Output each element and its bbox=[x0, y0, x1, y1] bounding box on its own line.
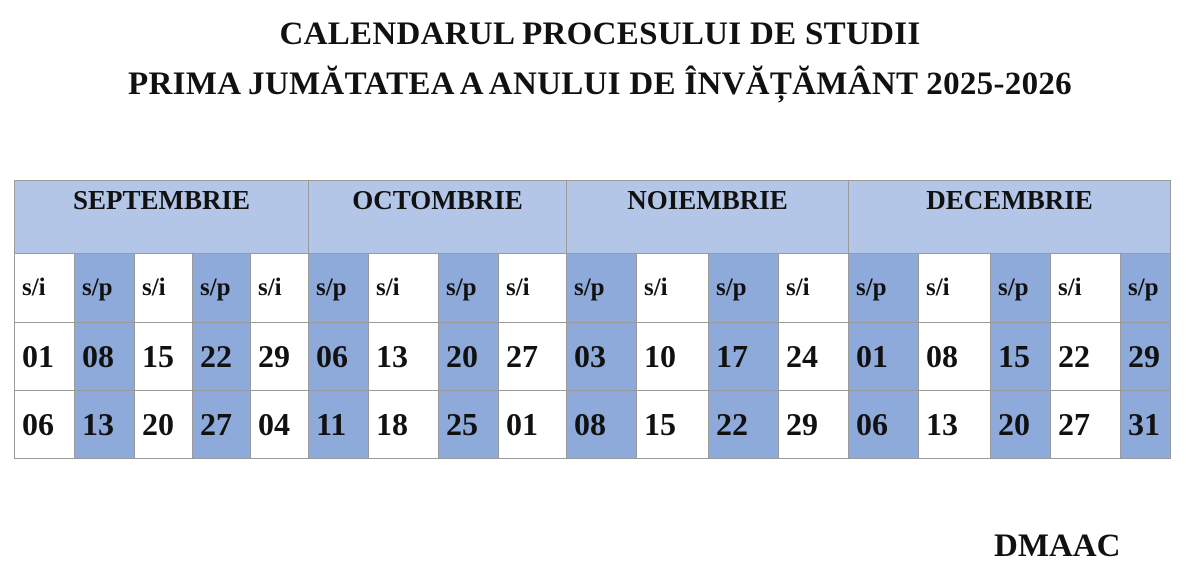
week-end-day: 13 bbox=[919, 391, 991, 459]
week-end-day: 31 bbox=[1121, 391, 1171, 459]
week-end-day: 11 bbox=[309, 391, 369, 459]
week-type-cell: s/p bbox=[439, 254, 499, 323]
calendar-title: CALENDARUL PROCESULUI DE STUDII bbox=[279, 16, 921, 52]
week-type-cell: s/i bbox=[779, 254, 849, 323]
week-end-day: 04 bbox=[251, 391, 309, 459]
week-type-row bbox=[15, 254, 1171, 323]
month-header: DECEMBRIE bbox=[849, 181, 1171, 254]
week-end-day: 06 bbox=[849, 391, 919, 459]
week-start-day: 20 bbox=[439, 323, 499, 391]
week-type-cell: s/p bbox=[1121, 254, 1171, 323]
week-start-day: 06 bbox=[309, 323, 369, 391]
week-start-day: 10 bbox=[637, 323, 709, 391]
week-end-day: 29 bbox=[779, 391, 849, 459]
week-start-day: 27 bbox=[499, 323, 567, 391]
week-type-cell: s/i bbox=[637, 254, 709, 323]
week-end-day: 20 bbox=[135, 391, 193, 459]
month-header: OCTOMBRIE bbox=[309, 181, 567, 254]
week-end-day: 08 bbox=[567, 391, 637, 459]
month-header: SEPTEMBRIE bbox=[15, 181, 309, 254]
week-start-day: 22 bbox=[193, 323, 251, 391]
week-start-day: 29 bbox=[251, 323, 309, 391]
week-end-day: 13 bbox=[75, 391, 135, 459]
week-type-cell: s/p bbox=[75, 254, 135, 323]
week-type-cell: s/p bbox=[991, 254, 1051, 323]
week-end-day: 27 bbox=[1051, 391, 1121, 459]
week-type-cell: s/i bbox=[1051, 254, 1121, 323]
week-type-cell: s/p bbox=[309, 254, 369, 323]
week-start-day: 29 bbox=[1121, 323, 1171, 391]
week-type-cell: s/p bbox=[849, 254, 919, 323]
week-start-day: 22 bbox=[1051, 323, 1121, 391]
study-calendar-table bbox=[14, 180, 1171, 459]
week-type-cell: s/i bbox=[369, 254, 439, 323]
week-start-day: 24 bbox=[779, 323, 849, 391]
week-type-cell: s/p bbox=[709, 254, 779, 323]
week-type-cell: s/p bbox=[193, 254, 251, 323]
week-start-day: 01 bbox=[849, 323, 919, 391]
week-start-day: 03 bbox=[567, 323, 637, 391]
week-end-row bbox=[15, 391, 1171, 459]
week-type-cell: s/i bbox=[919, 254, 991, 323]
week-end-day: 20 bbox=[991, 391, 1051, 459]
month-header-row bbox=[15, 181, 1171, 254]
week-start-day: 17 bbox=[709, 323, 779, 391]
week-end-day: 18 bbox=[369, 391, 439, 459]
week-type-cell: s/p bbox=[567, 254, 637, 323]
week-start-day: 15 bbox=[991, 323, 1051, 391]
week-type-cell: s/i bbox=[251, 254, 309, 323]
week-start-day: 15 bbox=[135, 323, 193, 391]
department-label: DMAAC bbox=[994, 528, 1121, 564]
week-start-day: 08 bbox=[75, 323, 135, 391]
week-start-row bbox=[15, 323, 1171, 391]
week-type-cell: s/i bbox=[135, 254, 193, 323]
week-end-day: 01 bbox=[499, 391, 567, 459]
week-end-day: 06 bbox=[15, 391, 75, 459]
week-end-day: 27 bbox=[193, 391, 251, 459]
week-type-cell: s/i bbox=[15, 254, 75, 323]
week-type-cell: s/i bbox=[499, 254, 567, 323]
week-end-day: 15 bbox=[637, 391, 709, 459]
week-start-day: 13 bbox=[369, 323, 439, 391]
week-end-day: 22 bbox=[709, 391, 779, 459]
week-end-day: 25 bbox=[439, 391, 499, 459]
calendar-subtitle: PRIMA JUMĂTATEA A ANULUI DE ÎNVĂȚĂMÂNT 2025-2026 bbox=[128, 66, 1072, 102]
week-start-day: 08 bbox=[919, 323, 991, 391]
month-header: NOIEMBRIE bbox=[567, 181, 849, 254]
week-start-day: 01 bbox=[15, 323, 75, 391]
